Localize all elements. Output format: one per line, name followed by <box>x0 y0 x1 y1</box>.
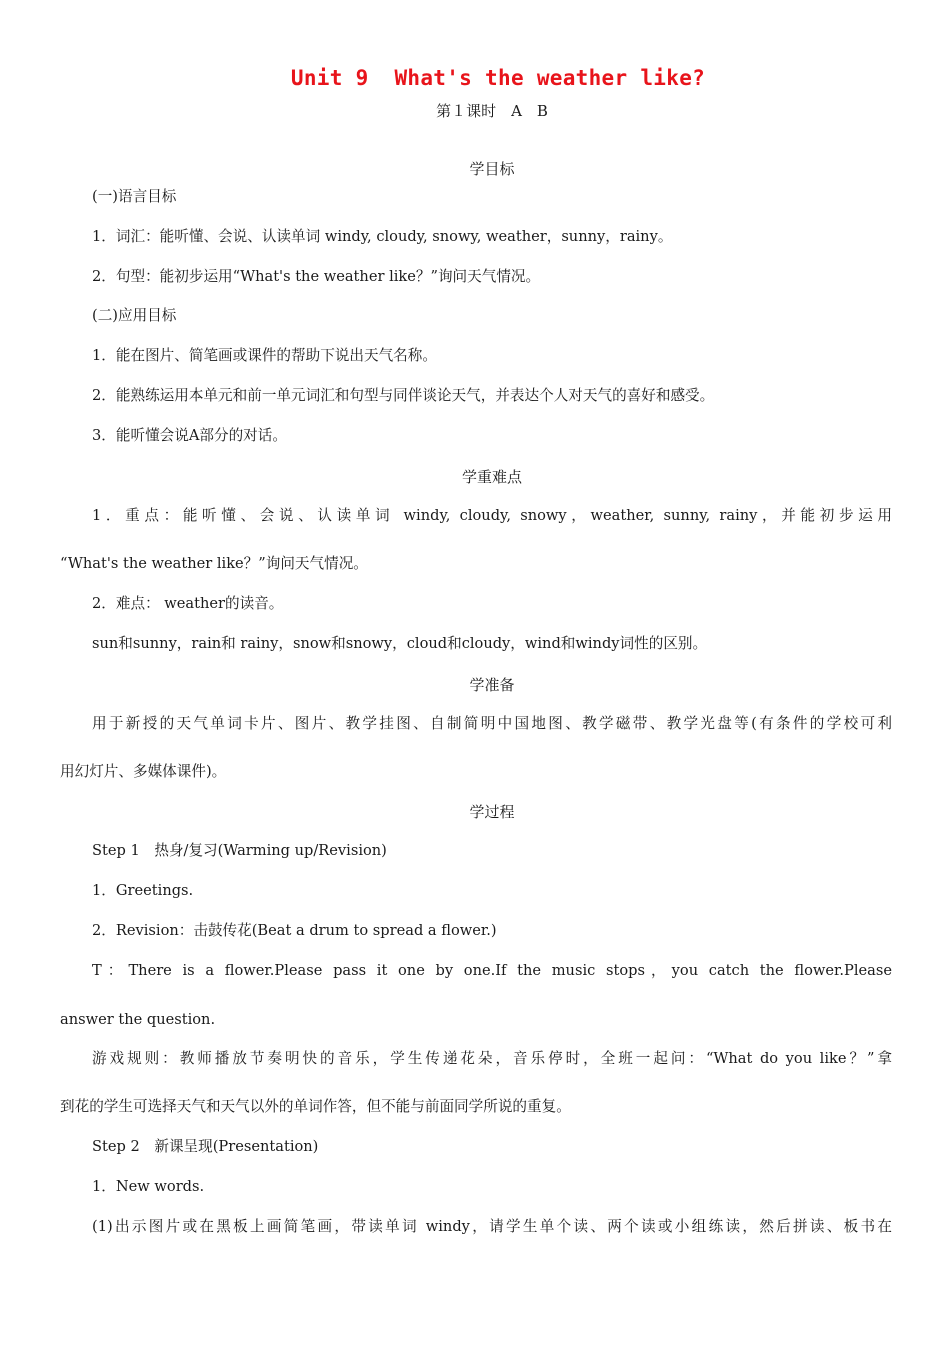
prep-paragraph-line: 用幻灯片、多媒体课件)。 <box>60 763 227 780</box>
goal-language-item: 1．词汇：能听懂、会说、认读单词 windy, cloudy, snowy, weather，sunny，rainy。 <box>92 228 673 245</box>
section-heading-process: 学过程 <box>469 803 515 821</box>
game-rule-line: 游戏规则：教师播放节奏明快的音乐，学生传递花朵，音乐停时，全班一起问：“What do you like？”拿 <box>92 1050 892 1067</box>
prep-paragraph-line: 用于新授的天气单词卡片、图片、教学挂图、自制简明中国地图、教学磁带、教学光盘等(有条件的学校可利 <box>92 715 892 732</box>
keypoint-paragraph-line: 1．重点：能听懂、会说、认读单词 windy, cloudy, snowy，weather, sunny, rainy，并能初步运用 <box>92 507 892 524</box>
step-item: 1．Greetings. <box>92 882 194 899</box>
lesson-subtitle: 第１课时 A B <box>436 102 548 120</box>
step-item: 1．New words. <box>92 1178 205 1195</box>
page-title: Unit 9 What's the weather like? <box>290 66 706 90</box>
goal-application-item: 2．能熟练运用本单元和前一单元词汇和句型与同伴谈论天气，并表达个人对天气的喜好和感受。 <box>92 387 715 404</box>
goal-language-title: (一)语言目标 <box>92 188 177 205</box>
goal-language-item: 2．句型：能初步运用“What's the weather like？”询问天气情况。 <box>92 268 541 285</box>
goal-application-title: (二)应用目标 <box>92 307 177 324</box>
keypoint-word-forms: sun和sunny，rain和 rainy，snow和snowy，cloud和cloudy，wind和windy词性的区别。 <box>92 635 708 652</box>
step-heading: Step 1 热身/复习(Warming up/Revision) <box>92 842 387 859</box>
teacher-dialogue-line: answer the question. <box>60 1011 216 1028</box>
section-heading-goals: 学目标 <box>469 160 515 178</box>
step-heading: Step 2 新课呈现(Presentation) <box>92 1138 319 1155</box>
goal-application-item: 3．能听懂会说A部分的对话。 <box>92 427 287 444</box>
game-rule-line: 到花的学生可选择天气和天气以外的单词作答，但不能与前面同学所说的重复。 <box>60 1098 571 1115</box>
section-heading-keypoints: 学重难点 <box>461 468 522 486</box>
teacher-dialogue-line: T：There is a flower.Please pass it one by one.If the music stops，you catch the flower.Please <box>92 962 892 979</box>
step-item: 2．Revision：击鼓传花(Beat a drum to spread a flower.) <box>92 922 497 939</box>
goal-application-item: 1．能在图片、简笔画或课件的帮助下说出天气名称。 <box>92 347 437 364</box>
keypoint-paragraph-line: “What's the weather like？”询问天气情况。 <box>60 555 368 572</box>
section-heading-prep: 学准备 <box>469 676 515 694</box>
keypoint-difficulty: 2．难点： weather的读音。 <box>92 595 284 612</box>
step-item: (1)出示图片或在黑板上画简笔画，带读单词 windy，请学生单个读、两个读或小组练读，然后拼读、板书在 <box>92 1218 892 1235</box>
